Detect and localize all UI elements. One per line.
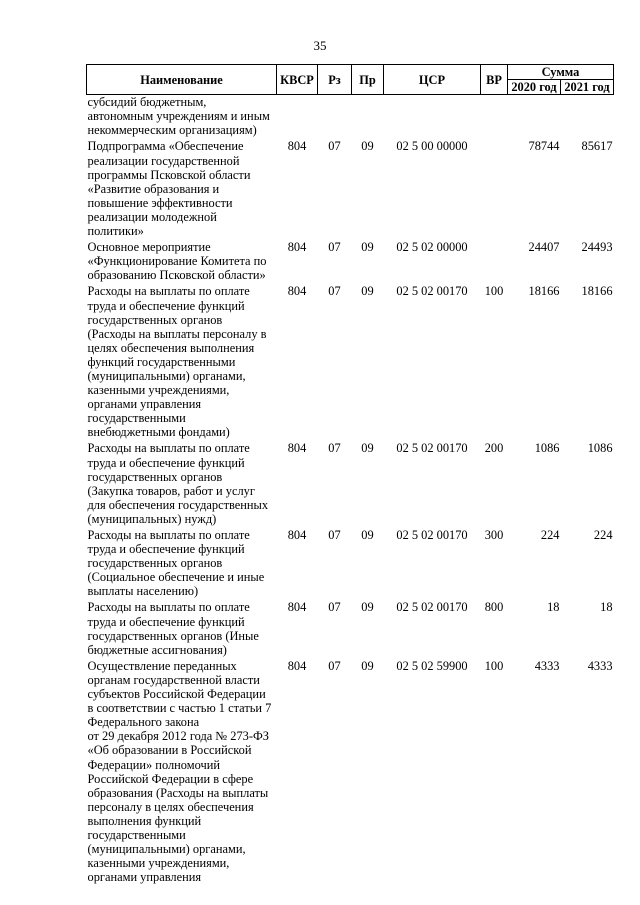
row-name-line: функций государственными bbox=[87, 354, 236, 369]
row-name-line: Расходы на выплаты по оплате bbox=[87, 441, 250, 456]
row-y2020-cell: 224 bbox=[540, 528, 560, 542]
row-name-line: политики» bbox=[87, 224, 144, 239]
row-name-line: в соответствии с частью 1 статьи 7 bbox=[87, 701, 272, 716]
row-name-line: некоммерческим организациям) bbox=[87, 123, 257, 138]
row-y2020-cell: 4333 bbox=[534, 658, 560, 673]
row-rz-cell: 07 bbox=[328, 139, 341, 154]
table-body bbox=[87, 95, 614, 887]
table-header bbox=[87, 65, 614, 95]
row-y2020-cell: 1086 bbox=[534, 441, 560, 456]
row-name-cell bbox=[87, 284, 277, 441]
row-name-cell bbox=[87, 528, 277, 600]
row-name-line: программы Псковской области bbox=[87, 167, 251, 182]
row-name-line: реализации государственной bbox=[87, 153, 240, 168]
row-name-line: образования (Расходы на выплаты bbox=[87, 785, 269, 800]
row-name-line: автономным учреждениям и иным bbox=[87, 109, 270, 124]
row-name-cell bbox=[87, 139, 277, 240]
row-name-line: Осуществление переданных bbox=[87, 658, 237, 673]
header-year-2020: 2020 год bbox=[508, 80, 561, 95]
table-row bbox=[87, 528, 614, 600]
row-kvsr-cell: 804 bbox=[287, 139, 307, 154]
row-rz-cell: 07 bbox=[328, 658, 341, 673]
table-row bbox=[87, 95, 614, 140]
row-rz-cell: 07 bbox=[328, 528, 341, 542]
row-name-line: от 29 декабря 2012 года № 273-ФЗ bbox=[87, 729, 269, 744]
row-name-line: труда и обеспечение функций bbox=[87, 298, 245, 313]
row-vr-cell: 100 bbox=[484, 284, 504, 299]
row-pr-cell: 09 bbox=[361, 600, 374, 615]
table-row bbox=[87, 441, 614, 528]
row-rz-cell bbox=[318, 95, 352, 140]
row-y2020-cell: 24407 bbox=[528, 240, 560, 255]
row-kvsr-cell: 804 bbox=[287, 240, 307, 255]
row-name-line: бюджетные ассигнования) bbox=[87, 642, 227, 657]
row-y2021-cell: 85617 bbox=[581, 139, 613, 154]
row-rz-cell: 07 bbox=[328, 600, 341, 615]
row-pr-cell: 09 bbox=[361, 441, 374, 456]
row-kvsr-cell: 804 bbox=[287, 441, 307, 456]
row-vr-cell: 300 bbox=[484, 528, 504, 542]
header-sum: Сумма bbox=[508, 65, 614, 80]
header-year-2021: 2021 год bbox=[561, 80, 614, 95]
row-name-cell bbox=[87, 240, 277, 284]
row-y2021-cell: 18 bbox=[600, 600, 613, 615]
row-rz-cell: 07 bbox=[328, 240, 341, 255]
row-name-line: Расходы на выплаты по оплате bbox=[87, 600, 250, 615]
row-name-line: (Расходы на выплаты персоналу в bbox=[87, 326, 267, 341]
row-vr-cell bbox=[481, 139, 508, 240]
row-name-line: Подпрограмма «Обеспечение bbox=[87, 139, 244, 154]
row-name-cell bbox=[87, 659, 277, 887]
row-name-cell bbox=[87, 441, 277, 528]
header-csr: ЦСР bbox=[384, 65, 481, 95]
table-row bbox=[87, 139, 614, 240]
row-pr-cell: 09 bbox=[361, 139, 374, 154]
table-row bbox=[87, 659, 614, 887]
row-kvsr-cell: 804 bbox=[287, 528, 307, 542]
row-pr-cell: 09 bbox=[361, 240, 374, 255]
row-csr-cell: 02 5 02 00170 bbox=[396, 528, 468, 542]
row-kvsr-cell bbox=[277, 95, 318, 140]
row-name-line: Расходы на выплаты по оплате bbox=[87, 284, 250, 299]
header-vr: ВР bbox=[481, 65, 508, 95]
row-name-line: государственными bbox=[87, 411, 186, 426]
row-name-line: Федерации» полномочий bbox=[87, 757, 220, 772]
row-name-cell bbox=[87, 600, 277, 658]
row-y2020-cell: 18 bbox=[547, 600, 560, 615]
row-vr-cell: 100 bbox=[484, 658, 504, 673]
table-row bbox=[87, 284, 614, 441]
budget-table bbox=[86, 64, 614, 886]
row-csr-cell: 02 5 02 00170 bbox=[396, 600, 468, 615]
page-number: 35 bbox=[313, 38, 327, 53]
row-rz-cell: 07 bbox=[328, 441, 341, 456]
row-vr-cell: 200 bbox=[484, 441, 504, 456]
header-name: Наименование bbox=[87, 65, 277, 95]
row-y2021-cell: 1086 bbox=[587, 441, 613, 456]
row-name-line: субсидий бюджетным, bbox=[87, 95, 207, 110]
row-name-line: для обеспечения государственных bbox=[87, 497, 269, 512]
row-y2021-cell: 18166 bbox=[581, 284, 613, 299]
row-name-line: казенными учреждениями, bbox=[87, 383, 230, 398]
row-name-line: (муниципальными) органами, bbox=[87, 842, 246, 857]
row-name-line: государственных органов bbox=[87, 469, 223, 484]
row-name-cell bbox=[87, 95, 277, 140]
row-csr-cell: 02 5 02 00170 bbox=[396, 441, 468, 456]
row-vr-cell bbox=[481, 95, 508, 140]
row-name-line: государственными bbox=[87, 827, 186, 842]
header-rz: Рз bbox=[318, 65, 352, 95]
row-name-line: «Об образовании в Российской bbox=[87, 743, 252, 758]
row-name-line: органам государственной власти bbox=[87, 672, 260, 687]
row-name-line: государственных органов bbox=[87, 556, 223, 571]
row-csr-cell bbox=[384, 95, 481, 140]
row-name-line: (Закупка товаров, работ и услуг bbox=[87, 483, 255, 498]
row-kvsr-cell: 804 bbox=[287, 284, 307, 299]
row-pr-cell: 09 bbox=[361, 528, 374, 542]
row-kvsr-cell: 804 bbox=[287, 658, 307, 673]
row-y2020-cell: 18166 bbox=[528, 284, 560, 299]
row-name-line: внебюджетными фондами) bbox=[87, 425, 230, 440]
row-name-line: органами управления bbox=[87, 870, 202, 885]
row-name-line: Основное мероприятие bbox=[87, 240, 211, 255]
row-name-line: субъектов Российской Федерации bbox=[87, 687, 266, 702]
row-name-line: реализации молодежной bbox=[87, 209, 217, 224]
row-vr-cell: 800 bbox=[484, 600, 504, 615]
row-name-line: целях обеспечения выполнения bbox=[87, 340, 255, 355]
row-y2020-cell: 78744 bbox=[528, 139, 560, 154]
row-name-line: (Социальное обеспечение и иные bbox=[87, 570, 265, 585]
row-name-line: Российской Федерации в сфере bbox=[87, 771, 254, 786]
row-name-line: выплаты населению) bbox=[87, 584, 199, 599]
row-csr-cell: 02 5 02 59900 bbox=[396, 658, 468, 673]
table-row bbox=[87, 240, 614, 284]
row-name-line: казенными учреждениями, bbox=[87, 856, 230, 871]
row-csr-cell: 02 5 02 00170 bbox=[396, 284, 468, 299]
header-kvsr: КВСР bbox=[277, 65, 318, 95]
row-name-line: труда и обеспечение функций bbox=[87, 614, 245, 629]
row-pr-cell bbox=[352, 95, 384, 140]
row-name-line: Расходы на выплаты по оплате bbox=[87, 528, 250, 542]
row-name-line: труда и обеспечение функций bbox=[87, 542, 245, 557]
row-name-line: повышение эффективности bbox=[87, 195, 233, 210]
row-vr-cell bbox=[481, 240, 508, 284]
row-name-line: образованию Псковской области» bbox=[87, 268, 266, 283]
header-pr: Пр bbox=[352, 65, 384, 95]
row-name-line: «Функционирование Комитета по bbox=[87, 254, 267, 269]
row-name-line: органами управления bbox=[87, 397, 202, 412]
row-y2021-cell: 4333 bbox=[587, 658, 613, 673]
row-csr-cell: 02 5 02 00000 bbox=[396, 240, 468, 255]
row-csr-cell: 02 5 00 00000 bbox=[396, 139, 468, 154]
row-name-line: (муниципальными) органами, bbox=[87, 368, 246, 383]
row-name-line: государственных органов bbox=[87, 312, 223, 327]
row-y2021-cell: 24493 bbox=[581, 240, 613, 255]
row-name-line: государственных органов (Иные bbox=[87, 628, 259, 643]
table-row bbox=[87, 600, 614, 658]
row-y2021-cell: 224 bbox=[593, 528, 613, 542]
row-name-line: Федерального закона bbox=[87, 715, 200, 730]
row-y2020-cell bbox=[508, 95, 561, 140]
row-rz-cell: 07 bbox=[328, 284, 341, 299]
row-pr-cell: 09 bbox=[361, 658, 374, 673]
row-name-line: выполнения функций bbox=[87, 813, 202, 828]
row-pr-cell: 09 bbox=[361, 284, 374, 299]
row-name-line: (муниципальных) нужд) bbox=[87, 511, 217, 526]
row-kvsr-cell: 804 bbox=[287, 600, 307, 615]
row-y2021-cell bbox=[561, 95, 614, 140]
row-name-line: персоналу в целях обеспечения bbox=[87, 799, 254, 814]
row-name-line: «Развитие образования и bbox=[87, 181, 220, 196]
row-name-line: труда и обеспечение функций bbox=[87, 455, 245, 470]
